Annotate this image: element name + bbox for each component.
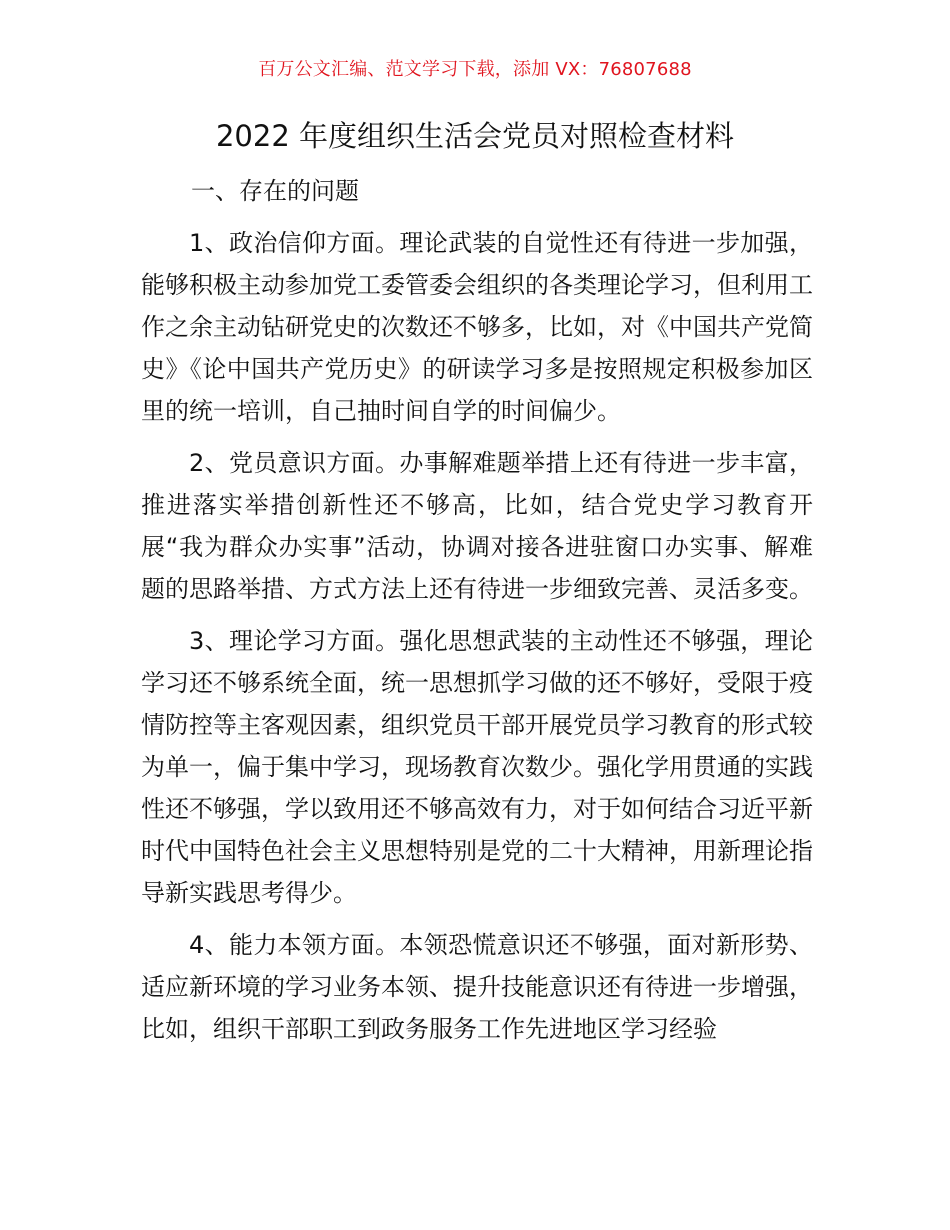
- paragraph-theory-study: 3、理论学习方面。强化思想武装的主动性还不够强，理论学习还不够系统全面，统一思想抓学习做的还不够好，受限于疫情防控等主客观因素，组织党员干部开展党员学习教育的形式较为单一，偏于集中学习，现场教育次数少。强化学用贯通的实践性还不够强，学以致用还不够高效有力，对于如何结合习近平新时代中国特色社会主义思想特别是党的二十大精神，用新理论指导新实践思考得少。: [141, 627, 813, 907]
- section-heading: 一、存在的问题: [191, 177, 359, 205]
- document-body: [141, 170, 813, 1060]
- paragraph-ability-skills: 4、能力本领方面。本领恐慌意识还不够强，面对新形势、适应新环境的学习业务本领、提升技能意识还有待进一步增强，比如，组织干部职工到政务服务工作先进地区学习经验: [141, 931, 813, 1043]
- document-title: 2022 年度组织生活会党员对照检查材料: [215, 119, 735, 153]
- paragraph-political-belief: 1、政治信仰方面。理论武装的自觉性还有待进一步加强，能够积极主动参加党工委管委会组织的各类理论学习，但利用工作之余主动钻研党史的次数还不够多，比如，对《中国共产党简史》《论中国共产党历史》的研读学习多是按照规定积极参加区里的统一培训，自己抽时间自学的时间偏少。: [141, 229, 813, 425]
- header-banner: 百万公文汇编、范文学习下载，添加 VX：76807688: [258, 59, 692, 80]
- paragraph-party-awareness: 2、党员意识方面。办事解难题举措上还有待进一步丰富，推进落实举措创新性还不够高，比如，结合党史学习教育开展“我为群众办实事”活动，协调对接各进驻窗口办实事、解难题的思路举措、方式方法上还有待进一步细致完善、灵活多变。: [141, 449, 813, 603]
